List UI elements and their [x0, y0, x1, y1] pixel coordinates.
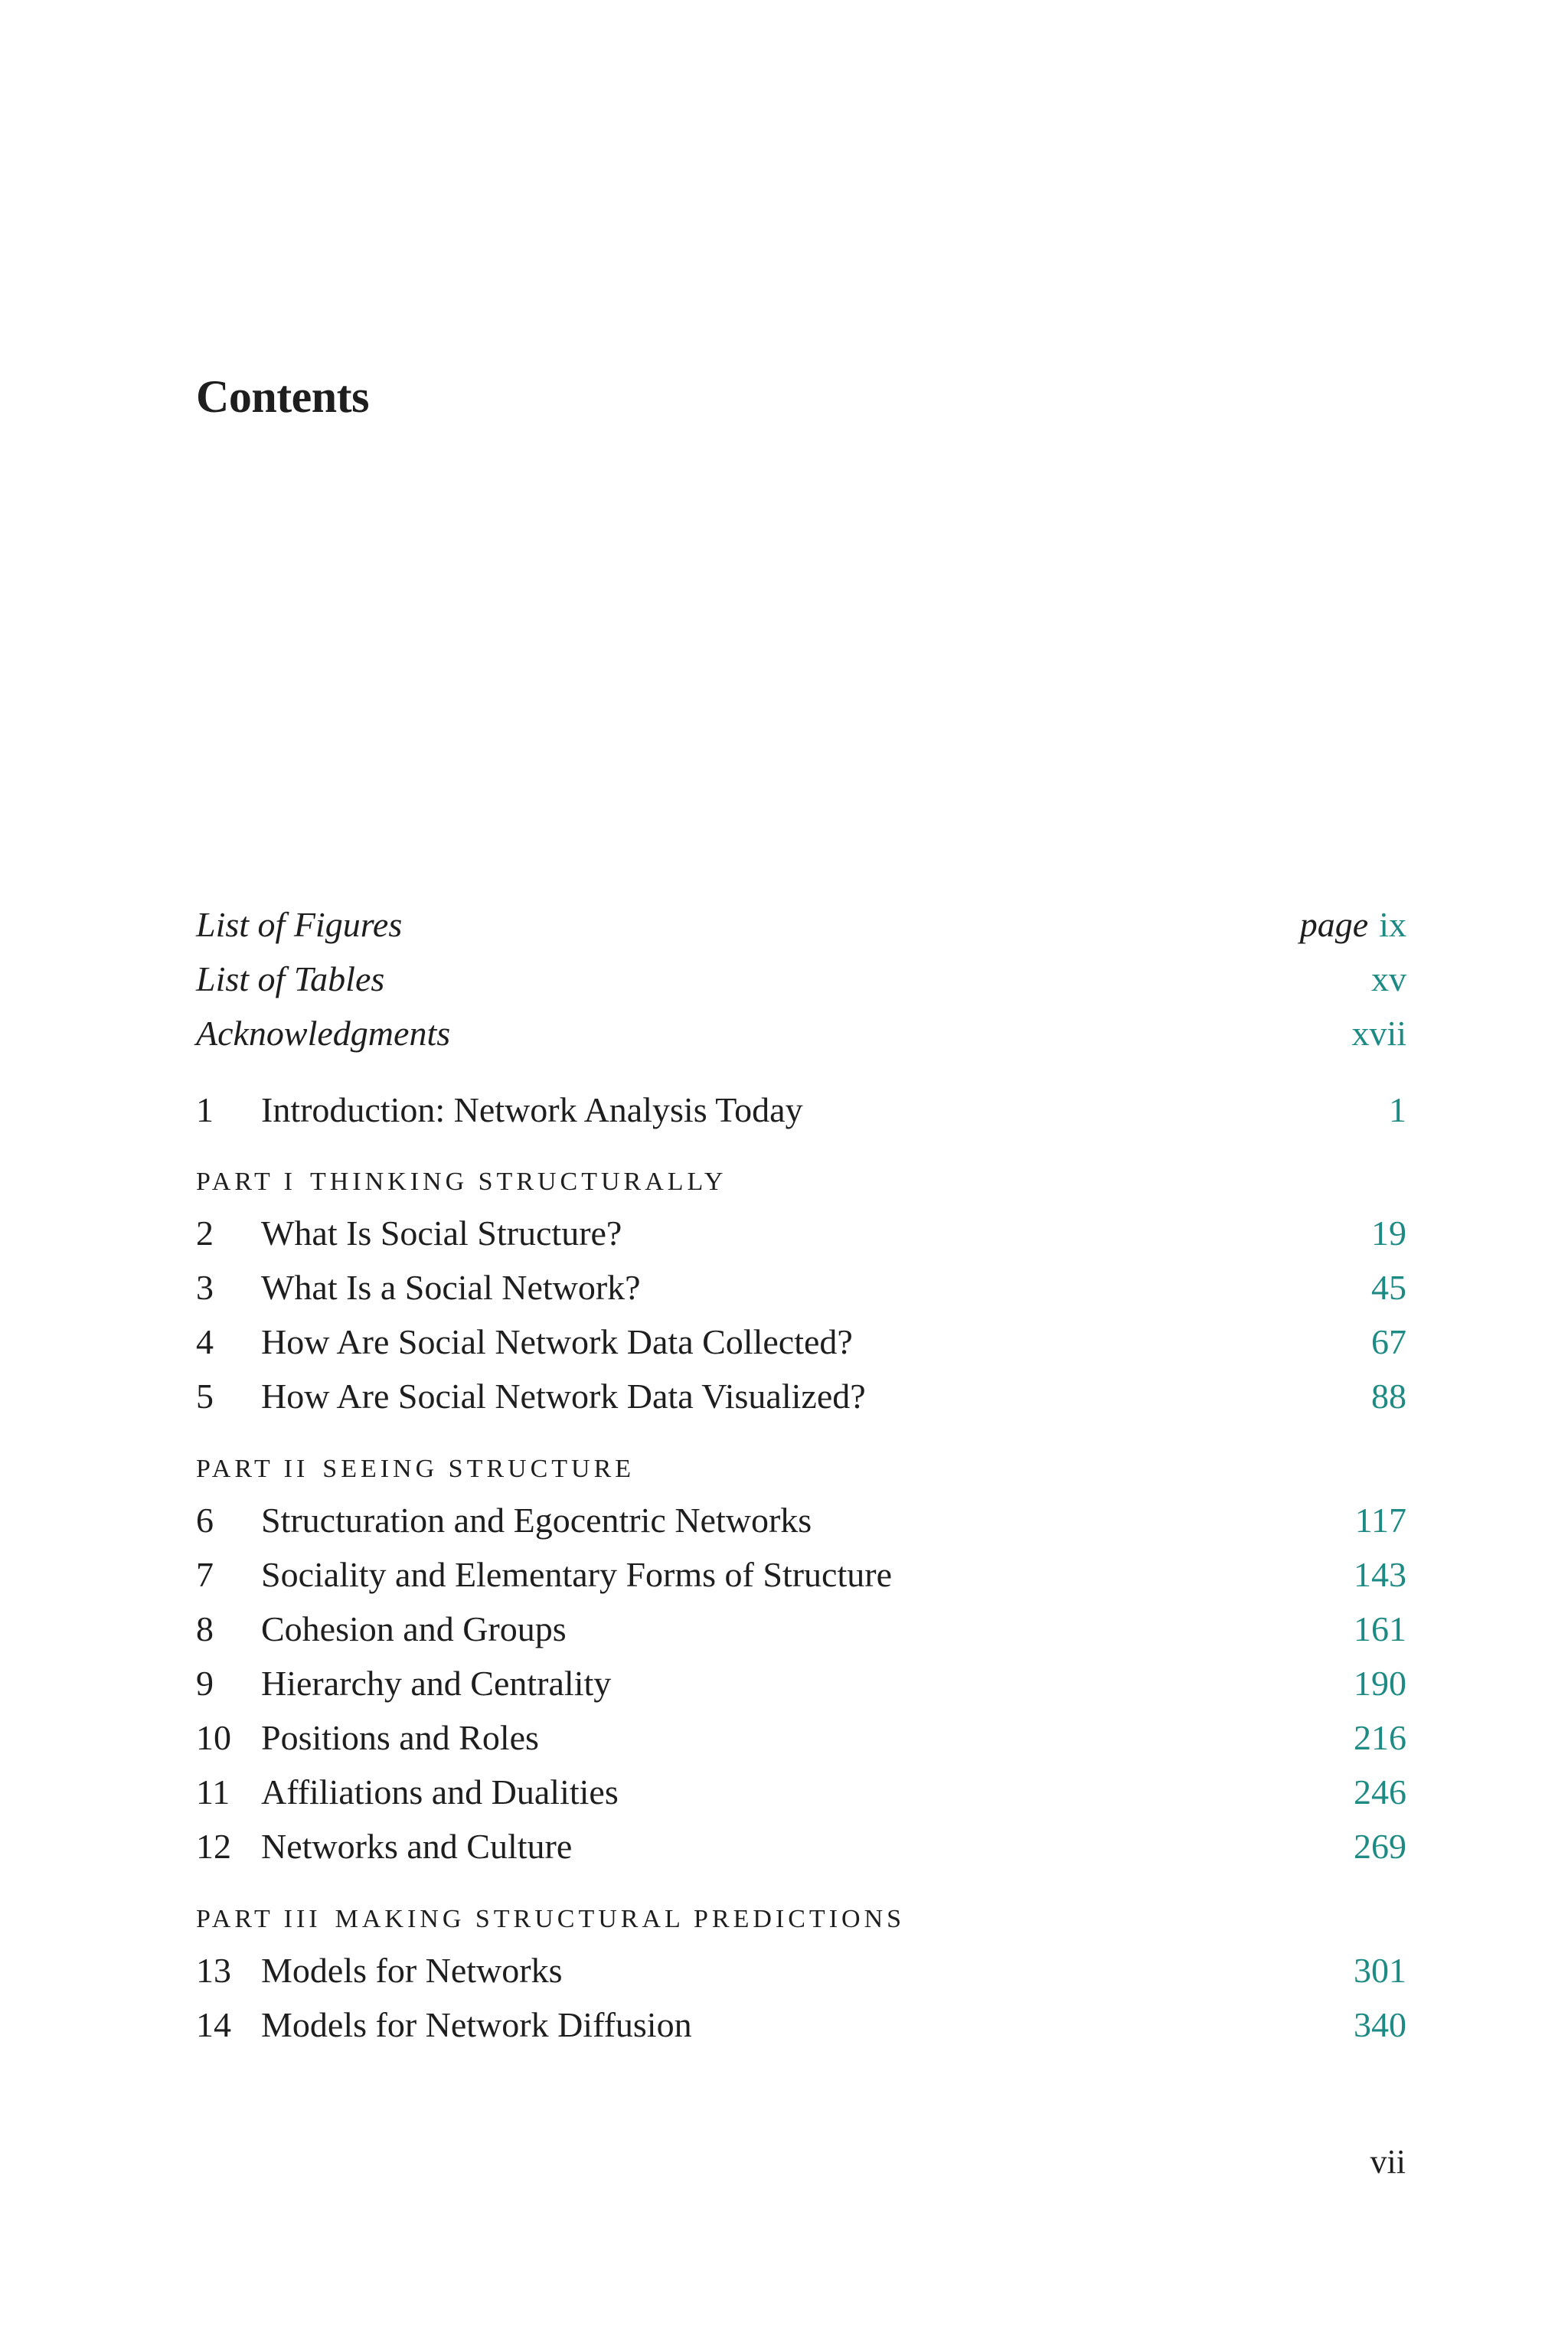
toc-entry-label: Cohesion and Groups	[261, 1609, 567, 1648]
toc-entry-label: Models for Network Diffusion	[261, 2005, 692, 2044]
toc-entry-label: What Is Social Structure?	[261, 1214, 622, 1253]
page-folio: vii	[1370, 2143, 1406, 2180]
toc-entry-page[interactable]: 161	[1354, 1609, 1406, 1648]
toc-entry[interactable]	[196, 1819, 1406, 1873]
toc-entry-page[interactable]: 117	[1354, 1501, 1406, 1540]
toc-entry[interactable]	[196, 952, 1406, 1006]
toc-entry-label: What Is a Social Network?	[261, 1268, 641, 1307]
toc-entry[interactable]	[196, 1206, 1406, 1260]
part-label: PART III	[196, 1905, 322, 1933]
toc-entry-page[interactable]	[1300, 897, 1406, 952]
table-of-contents	[196, 897, 1406, 2052]
part-heading	[196, 1896, 1406, 1943]
chapter-number: 8	[196, 1609, 214, 1648]
chapter-number: 11	[196, 1772, 230, 1811]
toc-entry-page[interactable]: xv	[1371, 959, 1406, 998]
chapter-number: 1	[196, 1090, 214, 1129]
toc-entry-page[interactable]: 190	[1354, 1664, 1406, 1703]
toc-entry-page[interactable]: 246	[1354, 1772, 1406, 1811]
toc-entry-label: How Are Social Network Data Collected?	[261, 1322, 853, 1361]
part-title: THINKING STRUCTURALLY	[309, 1168, 727, 1196]
toc-entry-label: Acknowledgments	[196, 1014, 451, 1053]
toc-entry-label: Sociality and Elementary Forms of Structure	[261, 1555, 892, 1594]
toc-entry-label: How Are Social Network Data Visualized?	[261, 1377, 866, 1416]
toc-entry[interactable]	[196, 1998, 1406, 2052]
chapter-number: 13	[196, 1951, 231, 1990]
toc-entry-label: Structuration and Egocentric Networks	[261, 1501, 812, 1540]
part-label: PART I	[196, 1168, 296, 1196]
chapter-number: 12	[196, 1827, 231, 1866]
chapter-number: 3	[196, 1268, 214, 1307]
toc-entry[interactable]	[196, 1083, 1406, 1137]
toc-entry-label: Networks and Culture	[261, 1827, 573, 1866]
toc-entry-page[interactable]: 1	[1389, 1090, 1406, 1129]
toc-entry-label: List of Figures	[196, 905, 403, 944]
part-heading	[196, 1158, 1406, 1206]
part-heading	[196, 1446, 1406, 1493]
toc-entry[interactable]	[196, 1006, 1406, 1060]
toc-entry-page[interactable]: 301	[1354, 1951, 1406, 1990]
part-title: MAKING STRUCTURAL PREDICTIONS	[335, 1905, 906, 1933]
page-word: page	[1299, 905, 1369, 944]
toc-entry-page[interactable]: 143	[1354, 1555, 1406, 1594]
toc-entry[interactable]	[196, 897, 1406, 952]
chapter-number: 5	[196, 1377, 214, 1416]
toc-entry-page[interactable]: 269	[1354, 1827, 1406, 1866]
toc-entry-label: Hierarchy and Centrality	[261, 1664, 612, 1703]
page-title: Contents	[196, 371, 370, 422]
toc-entry-page[interactable]: 88	[1371, 1377, 1406, 1416]
toc-entry-page[interactable]: 45	[1371, 1268, 1406, 1307]
toc-entry-label: Introduction: Network Analysis Today	[261, 1090, 803, 1129]
part-label: PART II	[196, 1455, 309, 1483]
toc-entry-page[interactable]: 67	[1371, 1322, 1406, 1361]
toc-entry-label: Positions and Roles	[261, 1718, 539, 1757]
toc-entry[interactable]	[196, 1315, 1406, 1369]
chapter-number: 14	[196, 2005, 231, 2044]
toc-entry[interactable]	[196, 1943, 1406, 1998]
toc-entry-label: Affiliations and Dualities	[261, 1772, 619, 1811]
toc-entry-page[interactable]: 216	[1354, 1718, 1406, 1757]
chapter-number: 4	[196, 1322, 214, 1361]
chapter-number: 2	[196, 1214, 214, 1253]
chapter-number: 9	[196, 1664, 214, 1703]
toc-entry-page[interactable]: 340	[1354, 2005, 1406, 2044]
chapter-number: 10	[196, 1718, 231, 1757]
page-number[interactable]: ix	[1379, 905, 1406, 944]
toc-entry[interactable]	[196, 1260, 1406, 1315]
chapter-number: 6	[196, 1501, 214, 1540]
toc-entry[interactable]	[196, 1493, 1406, 1547]
chapter-number: 7	[196, 1555, 214, 1594]
toc-entry[interactable]	[196, 1710, 1406, 1765]
toc-entry[interactable]	[196, 1602, 1406, 1656]
toc-entry-page[interactable]: 19	[1371, 1214, 1406, 1253]
toc-entry[interactable]	[196, 1656, 1406, 1710]
toc-entry-label: List of Tables	[196, 959, 385, 998]
toc-entry[interactable]	[196, 1369, 1406, 1423]
toc-entry-label: Models for Networks	[261, 1951, 563, 1990]
toc-entry[interactable]	[196, 1765, 1406, 1819]
toc-entry[interactable]	[196, 1547, 1406, 1602]
part-title: SEEING STRUCTURE	[322, 1455, 635, 1483]
toc-entry-page[interactable]: xvii	[1351, 1014, 1406, 1053]
